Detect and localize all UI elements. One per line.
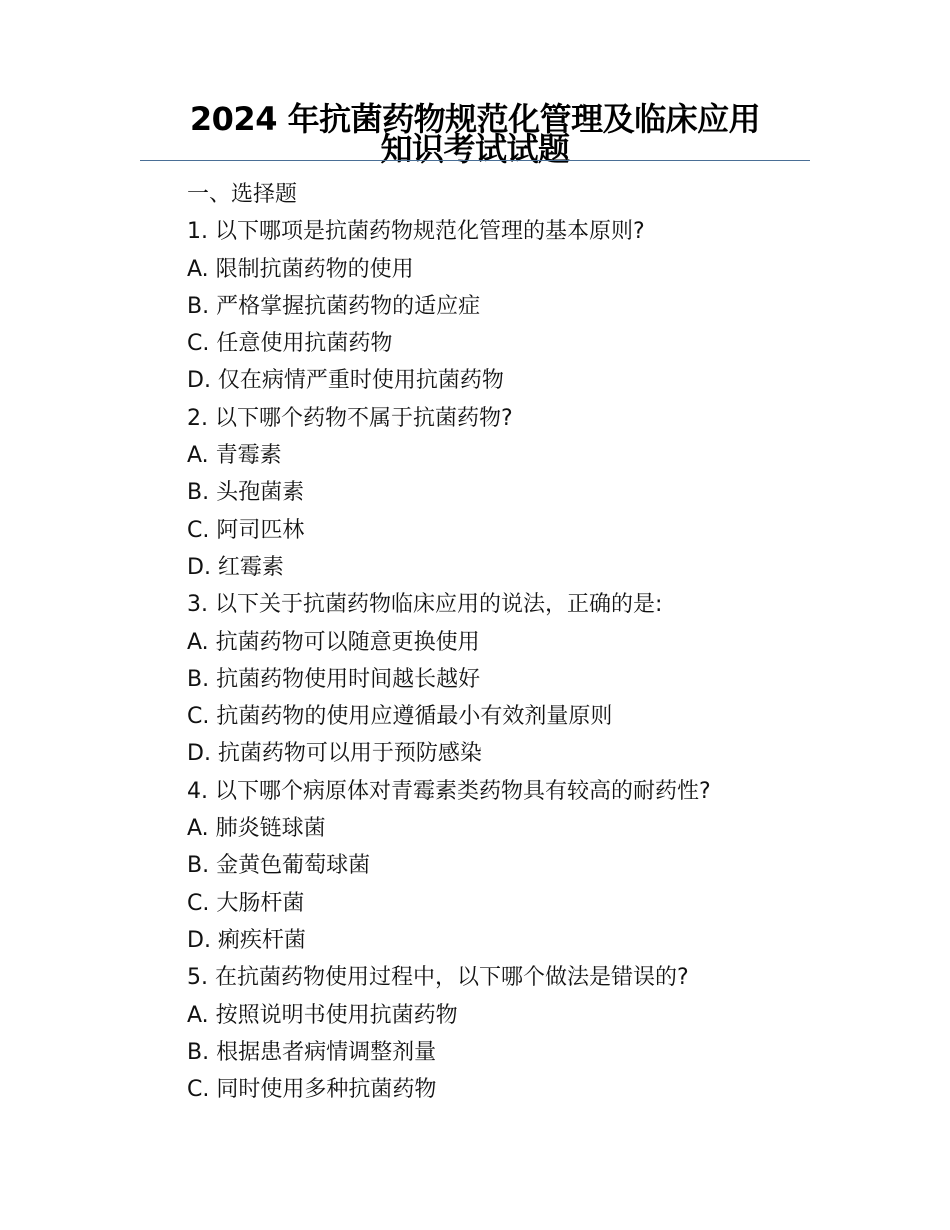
option-a: A. 按照说明书使用抗菌药物 [187, 1002, 458, 1028]
option-a: A. 肺炎链球菌 [187, 816, 326, 842]
question-2 [187, 400, 827, 586]
option-d: D. 红霉素 [187, 554, 284, 580]
question-stem: 4. 以下哪个病原体对青霉素类药物具有较高的耐药性? [187, 778, 711, 804]
option-c: C. 同时使用多种抗菌药物 [187, 1077, 437, 1103]
option-b: B. 严格掌握抗菌药物的适应症 [187, 293, 481, 319]
option-c: C. 任意使用抗菌药物 [187, 331, 393, 357]
option-a: A. 抗菌药物可以随意更换使用 [187, 629, 480, 655]
question-4 [187, 773, 827, 959]
option-a: A. 青霉素 [187, 443, 282, 469]
option-d: D. 仅在病情严重时使用抗菌药物 [187, 368, 504, 394]
document-title [140, 100, 810, 168]
option-d: D. 痢疾杆菌 [187, 927, 306, 953]
option-c: C. 阿司匹林 [187, 517, 305, 543]
title-line-2: 知识考试试题 [380, 130, 570, 168]
option-c: C. 抗菌药物的使用应遵循最小有效剂量原则 [187, 704, 613, 730]
option-b: B. 根据患者病情调整剂量 [187, 1039, 437, 1065]
option-d: D. 抗菌药物可以用于预防感染 [187, 741, 482, 767]
section-heading: 一、选择题 [187, 182, 298, 207]
title-line-1: 2024 年抗菌药物规范化管理及临床应用 [189, 100, 761, 138]
option-b: B. 抗菌药物使用时间越长越好 [187, 666, 481, 692]
question-1 [187, 213, 827, 399]
question-5 [187, 959, 827, 1108]
question-3 [187, 586, 827, 772]
option-c: C. 大肠杆菌 [187, 890, 305, 916]
title-underline-divider [140, 160, 810, 161]
option-a: A. 限制抗菌药物的使用 [187, 256, 414, 282]
option-b: B. 头孢菌素 [187, 480, 305, 506]
document-body [187, 176, 827, 1108]
question-stem: 5. 在抗菌药物使用过程中，以下哪个做法是错误的? [187, 965, 689, 991]
question-stem: 3. 以下关于抗菌药物临床应用的说法，正确的是: [187, 592, 663, 618]
question-stem: 1. 以下哪项是抗菌药物规范化管理的基本原则? [187, 219, 645, 245]
option-b: B. 金黄色葡萄球菌 [187, 853, 371, 879]
question-stem: 2. 以下哪个药物不属于抗菌药物? [187, 405, 513, 431]
